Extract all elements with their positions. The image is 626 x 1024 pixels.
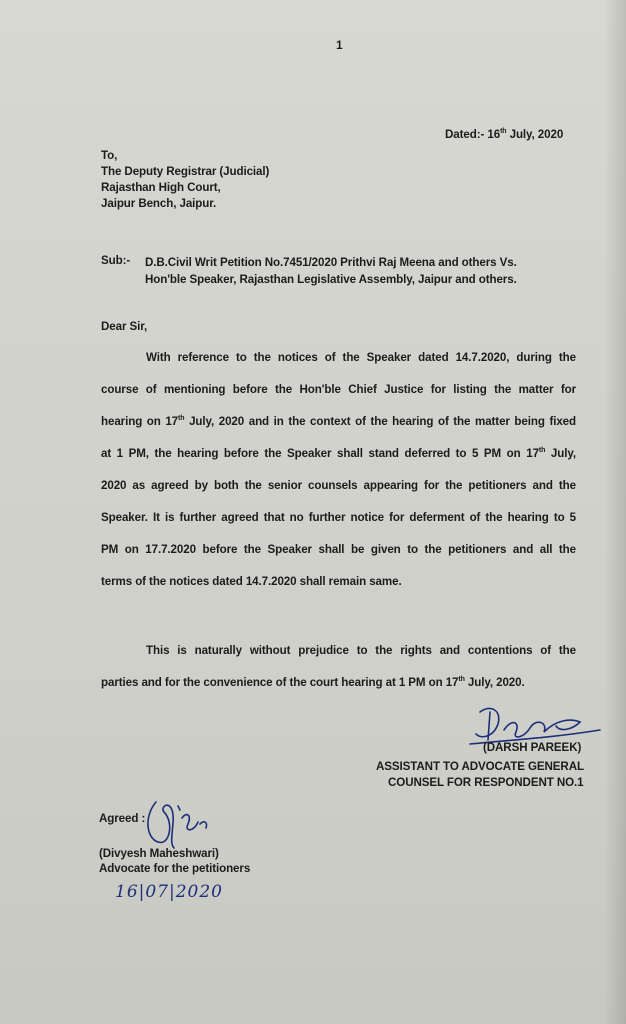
paragraph-line: at 1 PM, the hearing before the Speaker shall stand deferred to 5 PM on 17th July, (101, 447, 576, 460)
subject-line-2: Hon'ble Speaker, Rajasthan Legislative Assembly, Jaipur and others. (145, 273, 517, 286)
address-line-court: Rajasthan High Court, (101, 181, 221, 194)
respondent-designation: ASSISTANT TO ADVOCATE GENERAL (376, 760, 584, 773)
address-to: To, (101, 149, 118, 162)
respondent-name: (DARSH PAREEK) (483, 741, 582, 754)
address-line-recipient: The Deputy Registrar (Judicial) (101, 165, 270, 178)
letter-date: Dated:- 16th July, 2020 (445, 128, 564, 141)
paragraph-line: course of mentioning before the Hon'ble Chief Justice for listing the matter for (101, 383, 576, 396)
paragraph-line: terms of the notices dated 14.7.2020 shall remain same. (101, 575, 402, 588)
page-number: 1 (336, 38, 343, 52)
paragraph-line: PM on 17.7.2020 before the Speaker shall be given to the petitioners and all the (101, 543, 576, 556)
paragraph-line: This is naturally without prejudice to the rights and contentions of the (146, 644, 576, 657)
salutation: Dear Sir, (101, 320, 148, 333)
subject-label: Sub:- (101, 254, 131, 267)
agreed-label: Agreed : (99, 812, 146, 825)
petitioner-advocate-name: (Divyesh Maheshwari) (99, 847, 219, 860)
respondent-role: COUNSEL FOR RESPONDENT NO.1 (388, 776, 584, 789)
address-line-bench: Jaipur Bench, Jaipur. (101, 197, 217, 210)
paragraph-line: parties and for the convenience of the court hearing at 1 PM on 17th July, 2020. (101, 676, 525, 689)
body-paragraph-2 (101, 635, 576, 699)
body-paragraph-1 (101, 342, 576, 598)
paragraph-line: With reference to the notices of the Speaker dated 14.7.2020, during the (146, 351, 576, 364)
paragraph-line: 2020 as agreed by both the senior counsels appearing for the petitioners and the (101, 479, 576, 492)
handwritten-date: 16|07|2020 (115, 882, 223, 902)
subject-line-1: D.B.Civil Writ Petition No.7451/2020 Prithvi Raj Meena and others Vs. (145, 256, 517, 269)
petitioner-advocate-role: Advocate for the petitioners (99, 862, 251, 875)
page-edge-shadow (604, 0, 626, 1024)
paragraph-line: Speaker. It is further agreed that no further notice for deferment of the hearing to 5 (101, 511, 576, 524)
paragraph-line: hearing on 17th July, 2020 and in the context of the hearing of the matter being fixed (101, 415, 577, 428)
